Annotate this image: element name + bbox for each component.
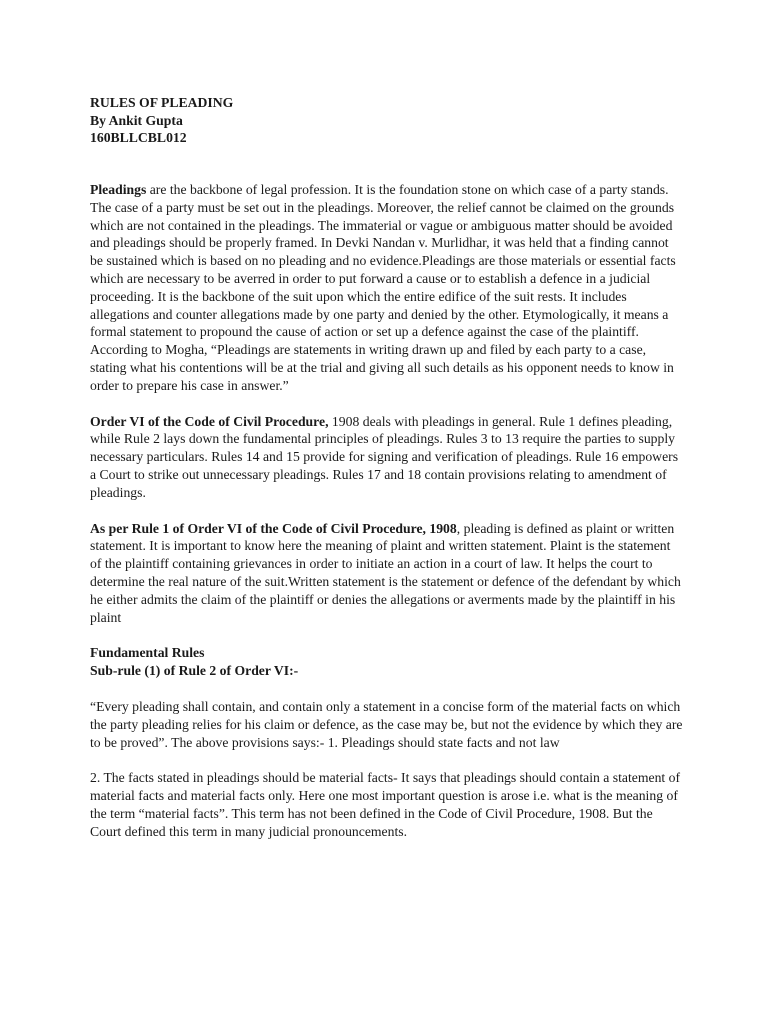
document-roll-number: 160BLLCBL012 [90,130,187,145]
document-header [90,94,233,147]
paragraph-text: 1908 deals with pleadings in general. Rule 1 defines pleading, while Rule 2 lays down the fundamental principles of pleadings. Rules 3 to 13 require the parties to supply necessary particulars. Rules 14 and 15 provide for signing and verification of pleadings. Rule 16 empowers a Court to strike out unnecessary pleadings. Rules 17 and 18 contain provisions relating to amendment of pleadings. [90,413,679,500]
paragraph-pleadings [90,181,684,395]
paragraph-rule-1 [90,520,684,627]
paragraph-text: are the backbone of legal profession. It is the foundation stone on which case of a party stands. The case of a party must be set out in the pleadings. Moreover, the relief cannot be claimed on the grounds which are not contained in the pleadings. The immaterial or vague or ambiguous matter should be avoided and pleadings should be properly framed. In Devki Nandan v. Murlidhar, it was held that a finding cannot be sustained which is based on no pleading and no evidence.Pleadings are those materials or essential facts which are necessary to be averred in order to put forward a cause or to establish a defence in a judicial proceeding. It is the backbone of the suit upon which the entire edifice of the suit rests. It includes allegations and counter allegations made by one party and denied by the other. Etymologically, it means a formal statement to propound the cause of action or set up a defence against the case of the plaintiff. According to Mogha, “Pleadings are statements in writing drawn up and filed by each party to a case, stating what his contentions will be at the trial and giving all such details as his opponent needs to know in order to prepare his case in answer.” [90,182,676,393]
document-author: By Ankit Gupta [90,112,183,128]
paragraph-lead: Pleadings [90,182,147,197]
section-headings [90,644,684,680]
document-body [90,181,684,859]
paragraph-lead: As per Rule 1 of Order VI of the Code of Civil Procedure, 1908 [90,520,457,536]
paragraph-lead: Order VI of the Code of Civil Procedure, [90,413,329,429]
section-heading: Fundamental Rules [90,645,205,661]
document-title: RULES OF PLEADING [90,95,234,110]
section-subheading: Sub-rule (1) of Rule 2 of Order VI:- [90,663,299,679]
paragraph-order-vi [90,413,684,502]
paragraph-text: , pleading is defined as plaint or written statement. It is important to know here the meaning of plaint and written statement. Plaint is the statement of the plaintiff containing grievances in order to initiate an action in a court of law. It helps the court to determine the real nature of the suit.Written statement is the statement or defence of the defendant by which he either admits the claim of the plaintiff or denies the allegations or averments made by the plaintiff in his plaint [90,520,681,625]
paragraph-rule-quote: “Every pleading shall contain, and contain only a statement in a concise form of the material facts on which the party pleading relies for his claim or defence, as the case may be, but not the evidence by which they are to be proved”. The above provisions says:- 1. Pleadings should state facts and not law [90,698,683,750]
paragraph-material-facts: 2. The facts stated in pleadings should be material facts- It says that pleadings should contain a statement of material facts and material facts only. Here one most important question is arose i.e. what is the meaning of the term “material facts”. This term has not been defined in the Code of Civil Procedure, 1908. But the Court defined this term in many judicial pronouncements. [90,770,681,839]
